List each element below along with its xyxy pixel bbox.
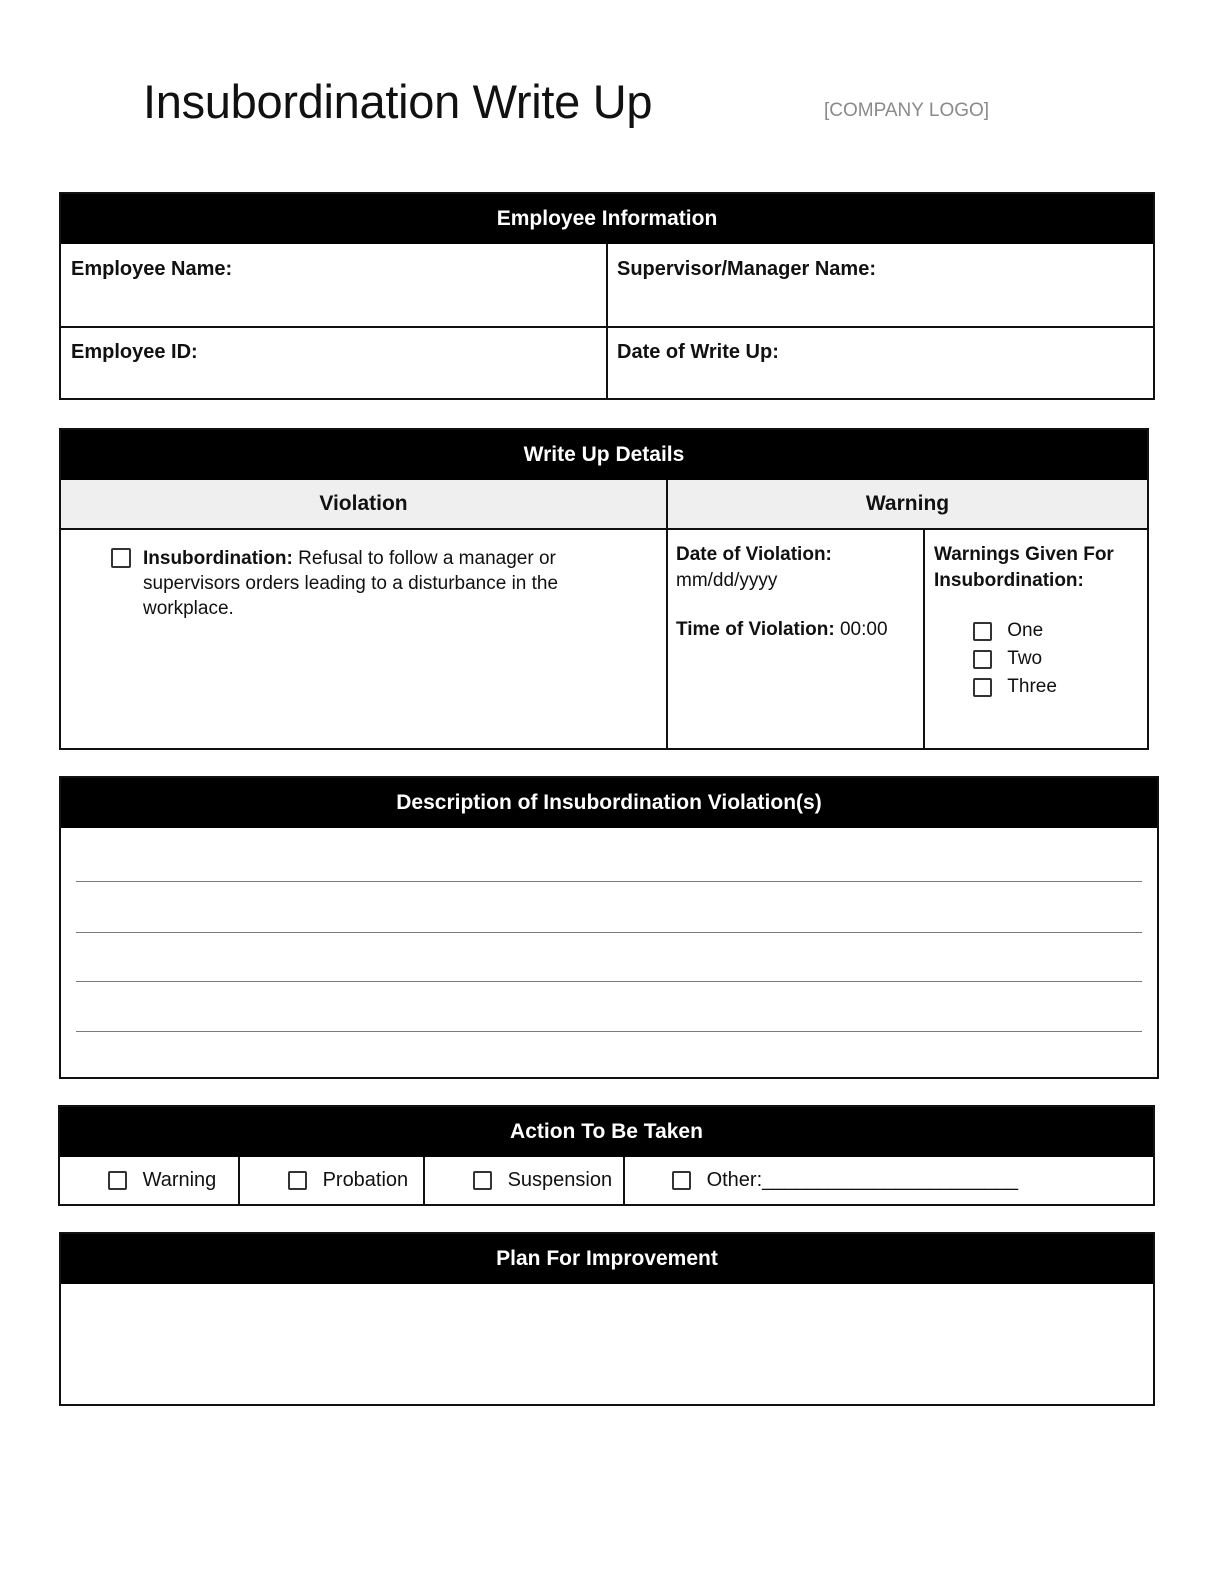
supervisor-name-label: Supervisor/Manager Name: — [617, 258, 876, 280]
action-suspension-checkbox[interactable] — [473, 1171, 492, 1190]
action-other-blank[interactable]: _______________________ — [762, 1169, 1018, 1192]
employee-information-section — [59, 192, 1155, 400]
violation-item — [111, 546, 631, 621]
plan-writing-area[interactable] — [61, 1284, 1153, 1404]
action-section — [58, 1105, 1155, 1206]
warning-option-two[interactable] — [973, 648, 1143, 676]
action-suspension-label: Suspension — [507, 1169, 613, 1192]
violation-header: Violation — [319, 492, 408, 515]
writing-line — [76, 932, 1142, 933]
document-title: Insubordination Write Up — [143, 75, 653, 128]
employee-information-header: Employee Information — [61, 194, 1153, 244]
supervisor-name-field[interactable] — [617, 258, 1137, 281]
employee-id-label: Employee ID: — [71, 341, 198, 363]
writing-line — [76, 881, 1142, 882]
plan-header: Plan For Improvement — [61, 1234, 1153, 1284]
action-warning-label: Warning — [142, 1169, 217, 1192]
date-of-write-up-field[interactable] — [617, 341, 1137, 364]
warning-option-three-label: Three — [1007, 676, 1057, 697]
date-of-write-up-label: Date of Write Up: — [617, 341, 779, 363]
warning-option-one-label: One — [1007, 620, 1044, 641]
writing-line — [76, 981, 1142, 982]
warnings-given — [934, 542, 1144, 594]
plan-section — [59, 1232, 1155, 1406]
action-option-warning[interactable] — [108, 1169, 216, 1192]
description-section — [59, 776, 1159, 1079]
action-other-checkbox[interactable] — [672, 1171, 691, 1190]
warning-option-one[interactable] — [973, 620, 1143, 648]
warning-option-two-label: Two — [1007, 648, 1043, 669]
write-up-details-header: Write Up Details — [61, 430, 1147, 480]
time-of-violation-value: 00:00 — [839, 619, 888, 640]
violation-item-label: Insubordination: — [143, 548, 293, 569]
date-of-violation-field[interactable] — [676, 542, 916, 593]
warning-count-options — [973, 620, 1143, 704]
action-option-probation[interactable] — [288, 1169, 408, 1192]
action-option-suspension[interactable] — [473, 1169, 612, 1192]
company-logo-placeholder: [COMPANY LOGO] — [824, 100, 990, 121]
action-probation-label: Probation — [322, 1169, 409, 1192]
employee-name-field[interactable] — [71, 258, 591, 281]
time-of-violation-field[interactable] — [676, 617, 916, 642]
insubordination-checkbox[interactable] — [111, 548, 131, 568]
violation-item-description: Refusal to follow a manager or supervisors orders leading to a disturbance in the workplace. — [143, 548, 559, 619]
action-header: Action To Be Taken — [60, 1107, 1153, 1157]
action-probation-checkbox[interactable] — [288, 1171, 307, 1190]
time-of-violation-label: Time of Violation: — [676, 619, 835, 640]
description-header: Description of Insubordination Violation(s) — [61, 778, 1157, 828]
action-option-other[interactable] — [672, 1169, 1018, 1192]
employee-id-field[interactable] — [71, 341, 591, 364]
description-writing-area[interactable] — [61, 828, 1157, 1077]
warning-one-checkbox[interactable] — [973, 622, 992, 641]
action-warning-checkbox[interactable] — [108, 1171, 127, 1190]
date-of-violation-value: mm/dd/yyyy — [676, 570, 778, 591]
warning-option-three[interactable] — [973, 676, 1143, 704]
warning-three-checkbox[interactable] — [973, 678, 992, 697]
warning-two-checkbox[interactable] — [973, 650, 992, 669]
action-other-label: Other: — [706, 1169, 763, 1192]
date-of-violation-label: Date of Violation: — [676, 544, 832, 565]
warnings-given-label: Warnings Given For Insubordination: — [934, 544, 1114, 591]
warning-header: Warning — [865, 492, 950, 515]
employee-name-label: Employee Name: — [71, 258, 233, 280]
write-up-details-section — [59, 428, 1149, 750]
writing-line — [76, 1031, 1142, 1032]
